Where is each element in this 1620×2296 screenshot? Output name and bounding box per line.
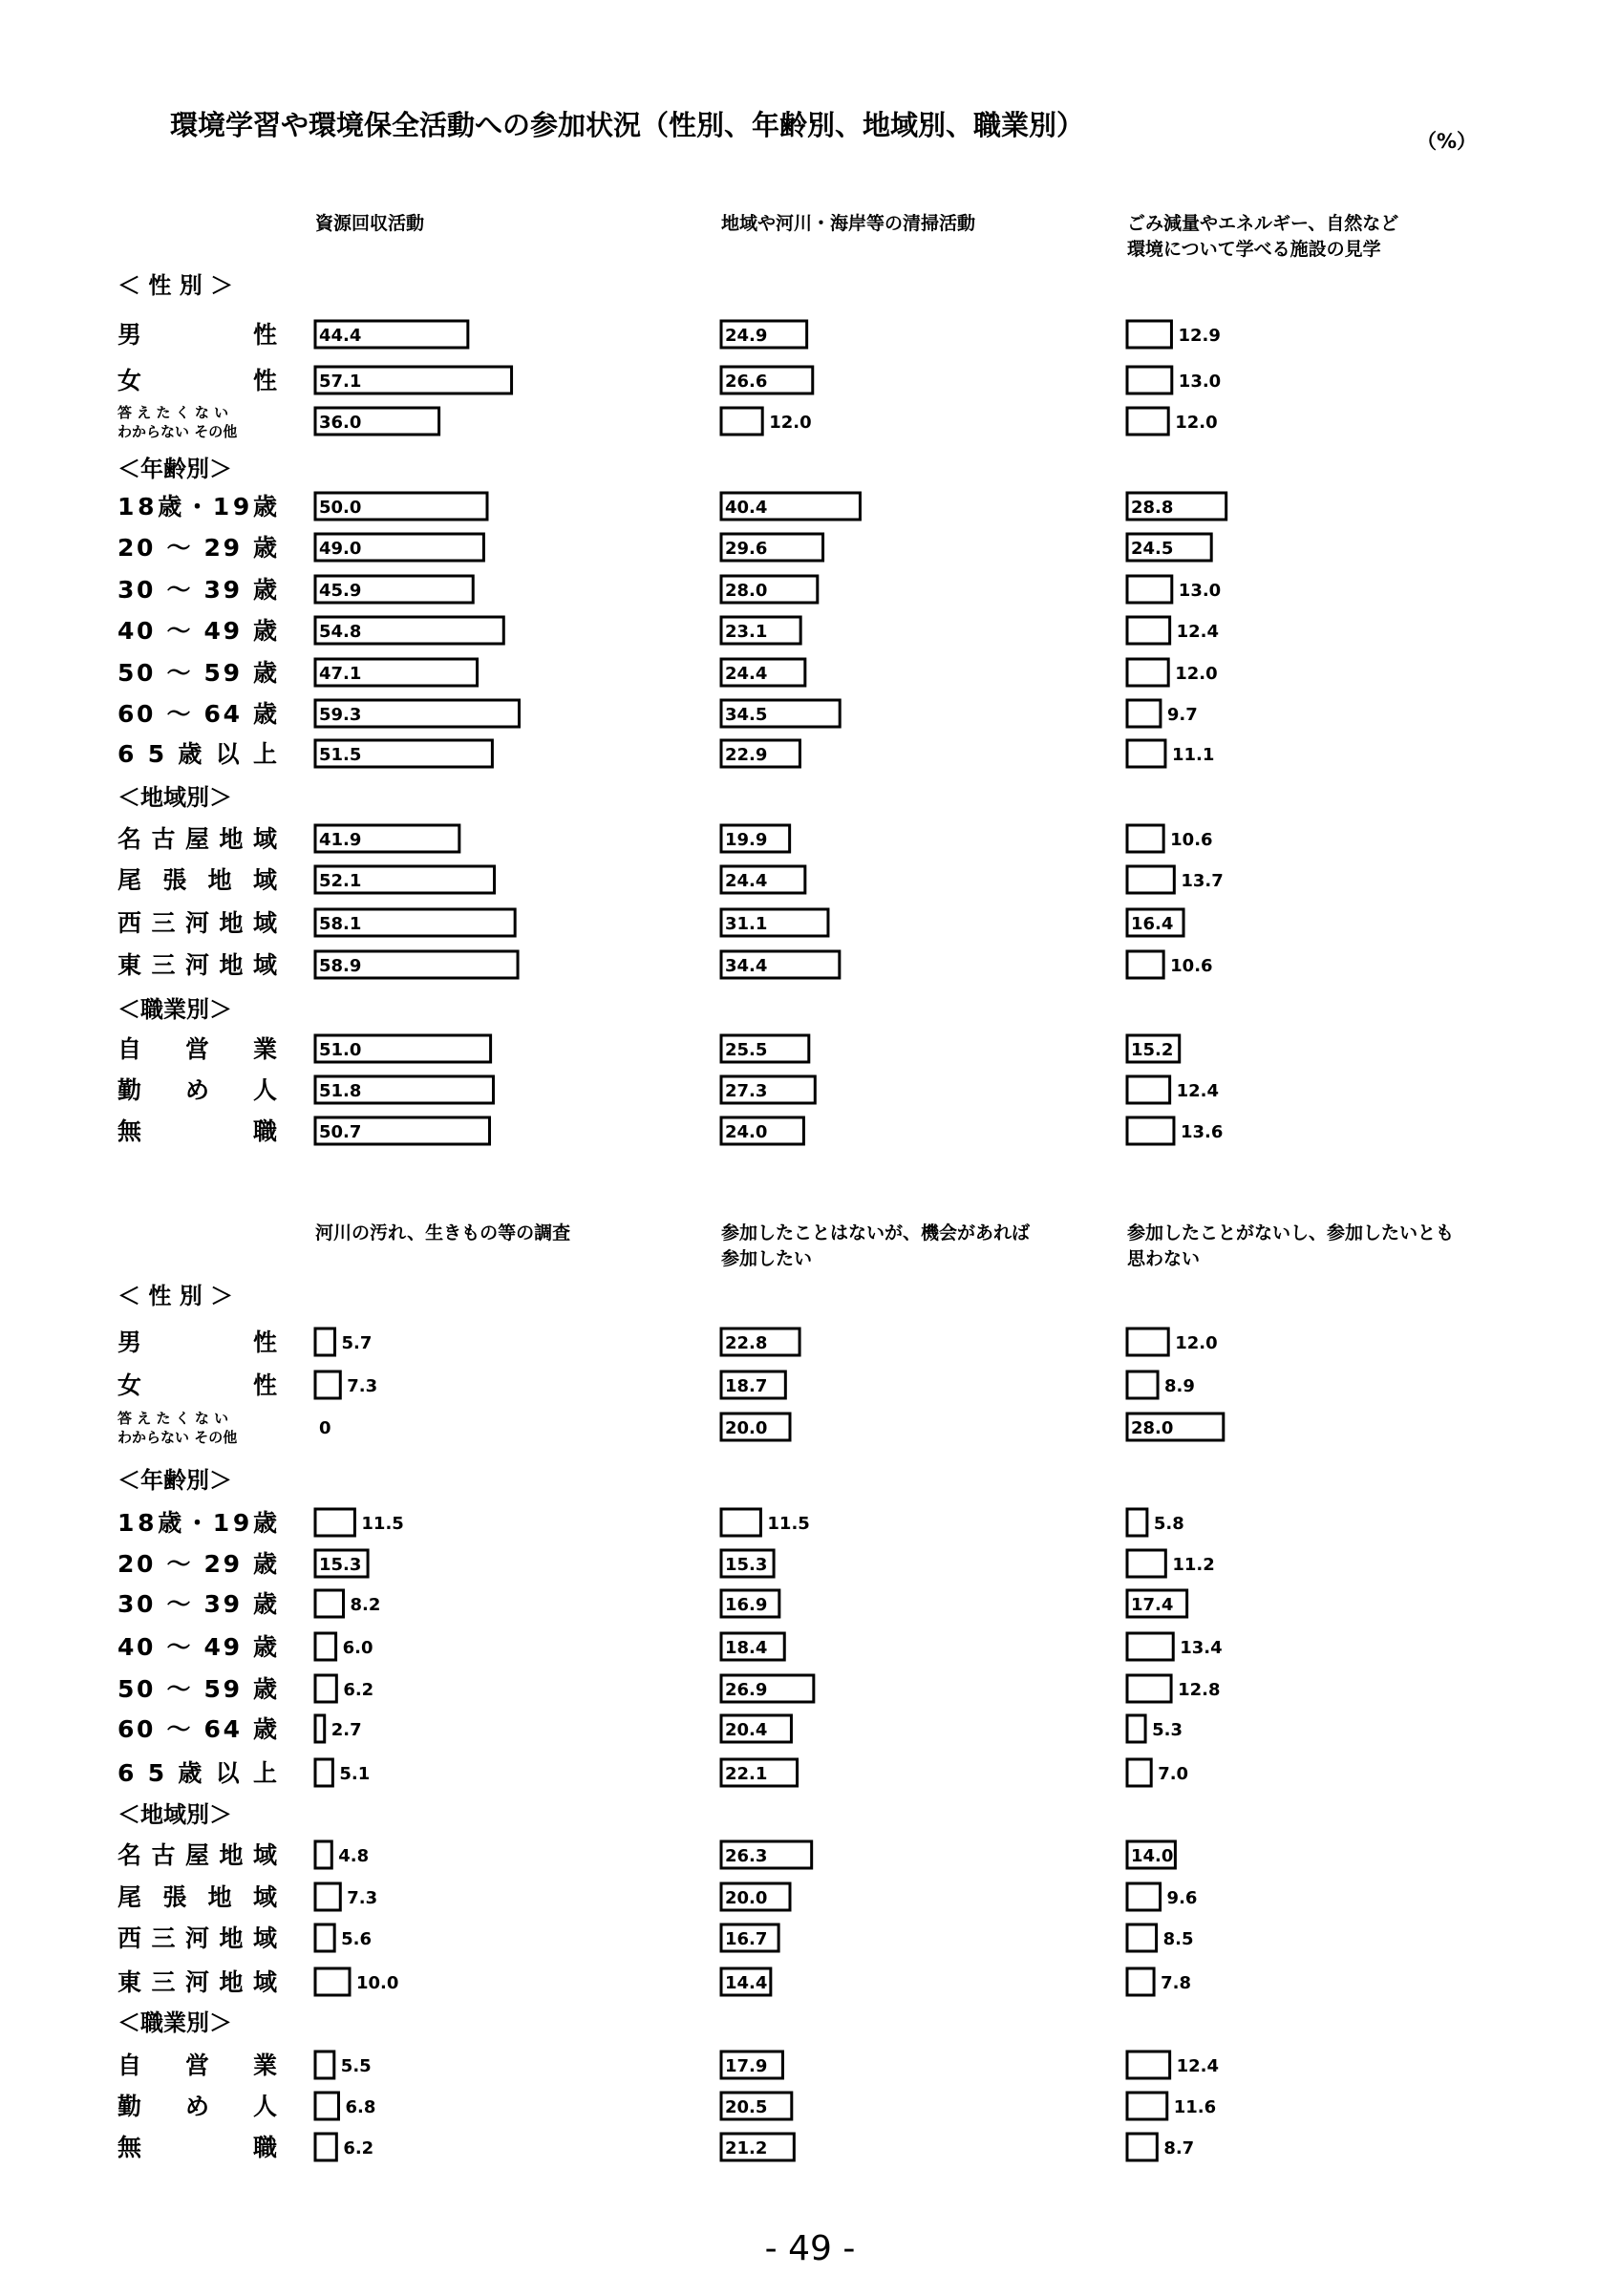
data-label: 0 — [319, 1418, 331, 1438]
data-label: 17.9 — [725, 2056, 768, 2076]
data-label: 26.9 — [725, 1680, 768, 1700]
data-label: 40.4 — [725, 498, 768, 518]
bar — [1127, 617, 1170, 644]
data-label: 24.5 — [1131, 539, 1174, 559]
bar — [315, 1759, 332, 1786]
category-label: 答 え た く な い — [117, 404, 229, 421]
data-label: 28.8 — [1131, 498, 1174, 518]
category-label: 18歳・19歳 — [117, 493, 277, 521]
bar — [315, 1841, 331, 1868]
category-label: 30 ～ 39 歳 — [117, 576, 277, 604]
data-label: 18.4 — [725, 1638, 768, 1658]
category-label: 20 ～ 29 歳 — [117, 534, 277, 562]
data-label: 28.0 — [725, 581, 768, 601]
category-label: 60 ～ 64 歳 — [117, 1715, 277, 1743]
bar — [1127, 1117, 1174, 1144]
bar — [315, 1715, 325, 1742]
bar — [315, 1675, 336, 1702]
category-label: 自 営 業 — [117, 2052, 277, 2079]
data-label: 45.9 — [319, 581, 362, 601]
data-label: 6.2 — [343, 2138, 374, 2158]
data-label: 6.2 — [343, 1680, 374, 1700]
data-label: 5.7 — [341, 1333, 373, 1353]
data-label: 26.3 — [725, 1846, 768, 1866]
series-header-line2: 参加したい — [721, 1248, 813, 1269]
data-label: 11.2 — [1172, 1555, 1215, 1575]
data-label: 51.5 — [319, 745, 362, 765]
group-heading: ＜ 性 別 ＞ — [117, 272, 234, 299]
bar — [315, 1633, 336, 1660]
data-label: 12.4 — [1176, 2056, 1220, 2076]
bar — [315, 1371, 340, 1398]
data-label: 11.5 — [767, 1514, 810, 1534]
data-label: 13.6 — [1180, 1122, 1224, 1142]
category-label: 40 ～ 49 歳 — [117, 1633, 277, 1661]
data-label: 24.0 — [725, 1122, 768, 1142]
page-title: 環境学習や環境保全活動への参加状況（性別、年齢別、地域別、職業別） — [170, 109, 1085, 141]
data-label: 12.9 — [1178, 326, 1221, 346]
data-label: 58.9 — [319, 956, 362, 976]
bar — [1127, 1509, 1147, 1536]
category-label: 東三河地域 — [117, 951, 277, 979]
category-label: 西三河地域 — [117, 1924, 277, 1952]
data-label: 12.4 — [1176, 1081, 1220, 1101]
category-label: 西三河地域 — [117, 909, 277, 937]
data-label: 7.3 — [347, 1376, 378, 1396]
category-label: 18歳・19歳 — [117, 1509, 277, 1537]
data-label: 13.0 — [1178, 581, 1222, 601]
category-label: 男 性 — [117, 321, 277, 349]
category-label: 尾 張 地 域 — [117, 1883, 277, 1911]
bar — [1127, 700, 1161, 727]
data-label: 20.4 — [725, 1720, 768, 1740]
bar — [1127, 1633, 1173, 1660]
unit-label: （%） — [1417, 130, 1478, 153]
data-label: 16.4 — [1131, 914, 1174, 934]
bar — [315, 2052, 334, 2078]
category-label: 60 ～ 64 歳 — [117, 700, 277, 728]
bar — [1127, 1968, 1154, 1995]
data-label: 8.9 — [1164, 1376, 1195, 1396]
data-label: 34.4 — [725, 956, 768, 976]
data-label: 12.8 — [1178, 1680, 1221, 1700]
data-label: 58.1 — [319, 914, 362, 934]
data-label: 13.0 — [1178, 372, 1222, 392]
data-label: 5.8 — [1153, 1514, 1184, 1534]
bar — [1127, 740, 1165, 767]
data-label: 51.0 — [319, 1040, 362, 1060]
bar — [1127, 1076, 1170, 1103]
data-label: 36.0 — [319, 413, 362, 433]
bar — [1127, 1715, 1145, 1742]
data-label: 10.0 — [356, 1973, 399, 1993]
data-label: 16.7 — [725, 1929, 768, 1949]
data-label: 8.7 — [1163, 2138, 1195, 2158]
data-label: 26.6 — [725, 372, 768, 392]
data-label: 13.7 — [1181, 871, 1224, 891]
bar — [1127, 659, 1168, 686]
data-label: 34.5 — [725, 705, 768, 725]
bar — [315, 2134, 336, 2160]
bar — [1127, 1675, 1171, 1702]
data-label: 24.9 — [725, 326, 768, 346]
bar — [1127, 1924, 1157, 1951]
data-label: 19.9 — [725, 830, 768, 850]
data-label: 7.8 — [1161, 1973, 1191, 1993]
data-label: 28.0 — [1131, 1418, 1174, 1438]
data-label: 8.5 — [1162, 1929, 1194, 1949]
data-label: 22.9 — [725, 745, 768, 765]
category-label: 勤 め 人 — [117, 2093, 277, 2120]
data-label: 14.0 — [1131, 1846, 1174, 1866]
bar — [1127, 408, 1168, 435]
group-heading: ＜職業別＞ — [117, 2009, 232, 2036]
series-header-line2: 環境について学べる施設の見学 — [1127, 239, 1381, 260]
data-label: 24.4 — [725, 871, 768, 891]
data-label: 31.1 — [725, 914, 768, 934]
bar — [1127, 321, 1171, 348]
data-label: 5.1 — [339, 1764, 371, 1784]
group-heading: ＜ 性 別 ＞ — [117, 1283, 234, 1309]
bar — [315, 1924, 334, 1951]
data-label: 11.6 — [1173, 2097, 1217, 2117]
bar — [1127, 2134, 1157, 2160]
category-label: 名古屋地域 — [117, 1841, 277, 1869]
category-label: 女 性 — [117, 1371, 277, 1399]
data-label: 29.6 — [725, 539, 768, 559]
data-label: 47.1 — [319, 664, 362, 684]
bar — [315, 1968, 350, 1995]
bar — [315, 1883, 340, 1910]
bar — [1127, 825, 1163, 852]
data-label: 50.7 — [319, 1122, 362, 1142]
data-label: 20.0 — [725, 1418, 768, 1438]
data-label: 24.4 — [725, 664, 768, 684]
data-label: 11.1 — [1171, 745, 1215, 765]
bar — [721, 408, 762, 435]
bar — [1127, 951, 1163, 978]
series-header: 参加したことがないし、参加したいとも — [1127, 1222, 1455, 1244]
data-label: 6.0 — [342, 1638, 373, 1658]
data-label: 50.0 — [319, 498, 362, 518]
data-label: 8.2 — [350, 1595, 381, 1615]
data-label: 16.9 — [725, 1595, 768, 1615]
category-label: 6 5 歳 以 上 — [117, 740, 277, 768]
data-label: 23.1 — [725, 622, 768, 642]
bar — [1127, 1759, 1151, 1786]
bar — [721, 1509, 760, 1536]
data-label: 54.8 — [319, 622, 362, 642]
data-label: 22.8 — [725, 1333, 768, 1353]
category-label: 勤 め 人 — [117, 1076, 277, 1104]
bar — [315, 1590, 344, 1617]
data-label: 15.2 — [1131, 1040, 1174, 1060]
group-heading: ＜地域別＞ — [117, 784, 232, 811]
category-label: 6 5 歳 以 上 — [117, 1759, 277, 1787]
series-header: 資源回収活動 — [315, 213, 425, 234]
group-heading: ＜地域別＞ — [117, 1801, 232, 1828]
data-label: 6.8 — [345, 2097, 376, 2117]
series-header: ごみ減量やエネルギー、自然など — [1127, 213, 1399, 234]
plot-area — [117, 212, 1454, 2161]
data-label: 49.0 — [319, 539, 362, 559]
data-label: 59.3 — [319, 705, 362, 725]
data-label: 7.0 — [1158, 1764, 1189, 1784]
bar — [315, 1329, 335, 1355]
group-heading: ＜年齢別＞ — [117, 456, 232, 482]
data-label: 44.4 — [319, 326, 362, 346]
data-label: 20.0 — [725, 1888, 768, 1908]
data-label: 57.1 — [319, 372, 362, 392]
category-label: 女 性 — [117, 367, 277, 394]
category-label: 男 性 — [117, 1329, 277, 1356]
data-label: 15.3 — [725, 1555, 768, 1575]
category-label-line2: わからない その他 — [117, 1429, 238, 1446]
data-label: 41.9 — [319, 830, 362, 850]
bar — [1127, 866, 1174, 893]
category-label: 無 職 — [117, 1117, 277, 1145]
category-label-line2: わからない その他 — [117, 423, 238, 440]
bar — [1127, 1371, 1158, 1398]
category-label: 東三河地域 — [117, 1968, 277, 1996]
data-label: 12.4 — [1176, 622, 1220, 642]
bar — [1127, 1329, 1168, 1355]
data-label: 12.0 — [1175, 664, 1218, 684]
data-label: 51.8 — [319, 1081, 362, 1101]
data-label: 9.6 — [1166, 1888, 1198, 1908]
category-label: 40 ～ 49 歳 — [117, 617, 277, 645]
data-label: 22.1 — [725, 1764, 768, 1784]
bar — [1127, 576, 1172, 603]
data-label: 9.7 — [1166, 705, 1198, 725]
category-label: 30 ～ 39 歳 — [117, 1590, 277, 1618]
category-label: 50 ～ 59 歳 — [117, 659, 277, 687]
group-heading: ＜年齢別＞ — [117, 1467, 232, 1494]
category-label: 自 営 業 — [117, 1035, 277, 1063]
data-label: 25.5 — [725, 1040, 768, 1060]
bar — [315, 1509, 354, 1536]
bar — [1127, 1883, 1161, 1910]
group-heading: ＜職業別＞ — [117, 996, 232, 1023]
bar — [1127, 1550, 1165, 1577]
data-label: 27.3 — [725, 1081, 768, 1101]
series-header: 参加したことはないが、機会があれば — [721, 1222, 1031, 1244]
data-label: 2.7 — [330, 1720, 362, 1740]
data-label: 21.2 — [725, 2138, 768, 2158]
data-label: 18.7 — [725, 1376, 768, 1396]
data-label: 13.4 — [1180, 1638, 1223, 1658]
data-label: 15.3 — [319, 1555, 362, 1575]
data-label: 52.1 — [319, 871, 362, 891]
page-number: - 49 - — [764, 2229, 856, 2268]
bar — [1127, 2052, 1170, 2078]
data-label: 10.6 — [1170, 830, 1213, 850]
data-label: 12.0 — [1175, 1333, 1218, 1353]
data-label: 10.6 — [1170, 956, 1213, 976]
series-header: 地域や河川・海岸等の清掃活動 — [721, 213, 976, 234]
data-label: 14.4 — [725, 1973, 768, 1993]
data-label: 11.5 — [361, 1514, 404, 1534]
category-label: 無 職 — [117, 2134, 277, 2161]
series-header: 河川の汚れ、生きもの等の調査 — [315, 1222, 571, 1244]
category-label: 50 ～ 59 歳 — [117, 1675, 277, 1703]
data-label: 5.6 — [341, 1929, 373, 1949]
category-label: 答 え た く な い — [117, 1410, 229, 1427]
category-label: 名古屋地域 — [117, 825, 277, 853]
bar — [315, 2093, 338, 2119]
data-label: 17.4 — [1131, 1595, 1174, 1615]
series-header-line2: 思わない — [1127, 1248, 1201, 1269]
data-label: 12.0 — [769, 413, 812, 433]
bar — [1127, 2093, 1167, 2119]
data-label: 12.0 — [1175, 413, 1218, 433]
data-label: 5.5 — [340, 2056, 372, 2076]
category-label: 20 ～ 29 歳 — [117, 1550, 277, 1578]
data-label: 4.8 — [338, 1846, 370, 1866]
bar — [1127, 367, 1172, 393]
data-label: 20.5 — [725, 2097, 768, 2117]
category-label: 尾 張 地 域 — [117, 866, 277, 894]
data-label: 5.3 — [1152, 1720, 1183, 1740]
data-label: 7.3 — [347, 1888, 378, 1908]
